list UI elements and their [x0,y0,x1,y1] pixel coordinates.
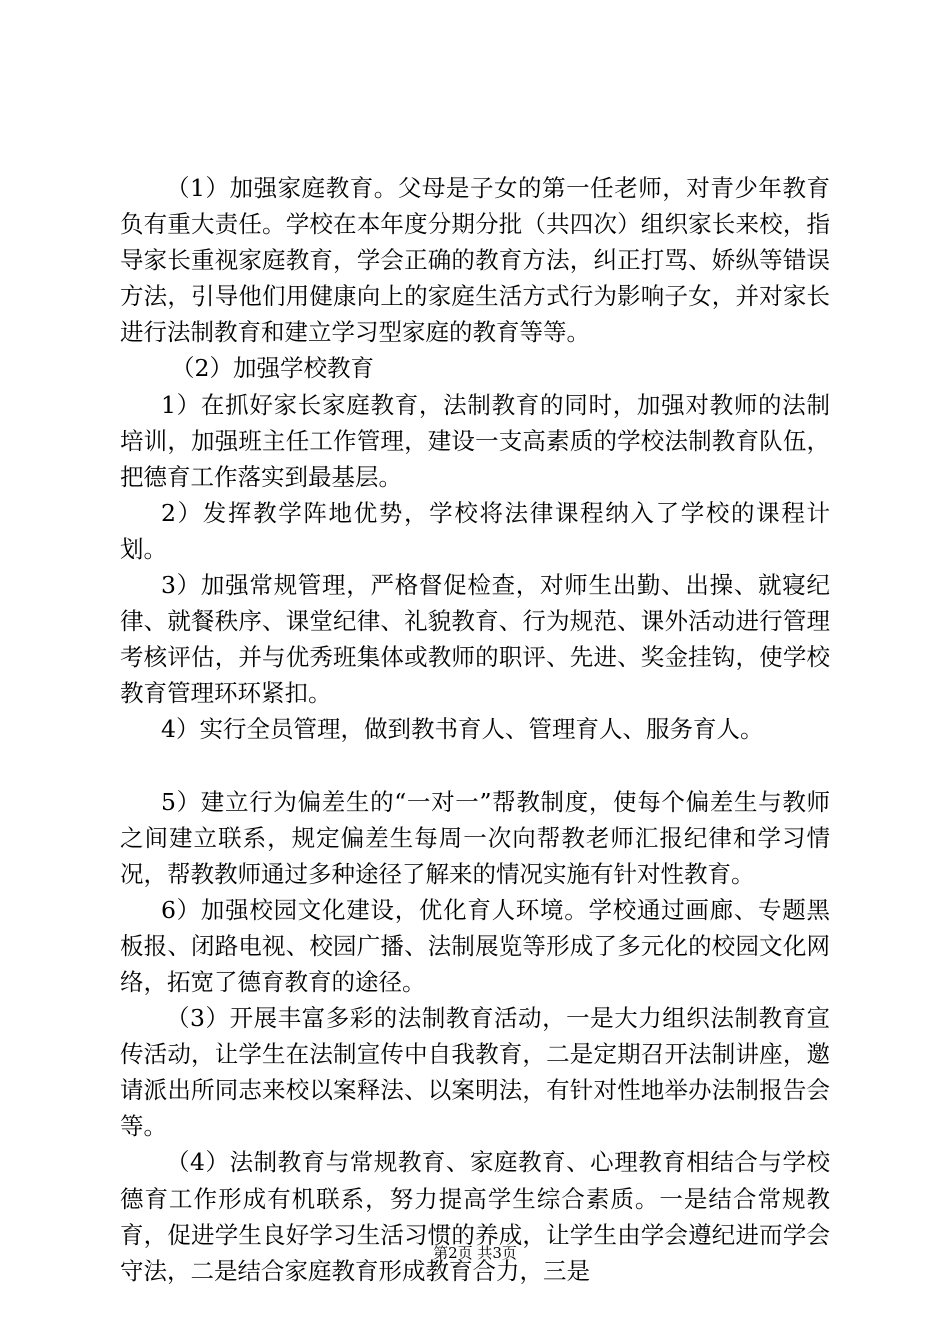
item-one-on-one-mentoring: 5）建立行为偏差生的“一对一”帮教制度，使每个偏差生与教师之间建立联系，规定偏差生每周一次向帮教老师汇报纪律和学习情况，帮教教师通过多种途径了解来的情况实施有针对性教育。 [120,787,830,888]
item-law-curriculum: 2）发挥教学阵地优势，学校将法律课程纳入了学校的课程计划。 [120,498,830,563]
item-routine-management: 3）加强常规管理，严格督促检查，对师生出勤、出操、就寝纪律、就餐秩序、课堂纪律、礼貌教育、行为规范、课外活动进行管理考核评估，并与优秀班集体或教师的职评、先进、奖金挂钩，使学校教育管理环环紧扣。 [120,571,830,708]
page-number-footer: 第2页 共3页 [433,1244,517,1262]
item-teacher-training: 1）在抓好家长家庭教育，法制教育的同时，加强对教师的法制培训，加强班主任工作管理，建设一支高素质的学校法制教育队伍，把德育工作落实到最基层。 [120,390,830,491]
paragraph-legal-activities: （3）开展丰富多彩的法制教育活动，一是大力组织法制教育宣传活动，让学生在法制宣传中自我教育，二是定期召开法制讲座，邀请派出所同志来校以案释法、以案明法，有针对性地举办法制报告会等。 [120,1004,830,1141]
item-full-staff-management: 4）实行全员管理，做到教书育人、管理育人、服务育人。 [161,715,764,744]
paragraph-family-education: （1）加强家庭教育。父母是子女的第一任老师，对青少年教育负有重大责任。学校在本年度分期分批（共四次）组织家长来校，指导家长重视家庭教育，学会正确的教育方法，纠正打骂、娇纵等错误方法，引导他们用健康向上的家庭生活方式行为影响子女，并对家长进行法制教育和建立学习型家庭的教育等等。 [120,174,830,347]
heading-school-education: （2）加强学校教育 [171,354,374,383]
document-body [120,170,830,1289]
paragraph-gap [120,748,830,784]
item-campus-culture: 6）加强校园文化建设，优化育人环境。学校通过画廊、专题黑板报、闭路电视、校园广播、法制展览等形成了多元化的校园文化网络，拓宽了德育教育的途径。 [120,895,830,996]
paragraph-combined-education: （4）法制教育与常规教育、家庭教育、心理教育相结合与学校德育工作形成有机联系，努力提高学生综合素质。一是结合常规教育，促进学生良好学习生活习惯的养成，让学生由学会遵纪进而学会守法，二是结合家庭教育形成教育合力，三是 [120,1148,830,1285]
